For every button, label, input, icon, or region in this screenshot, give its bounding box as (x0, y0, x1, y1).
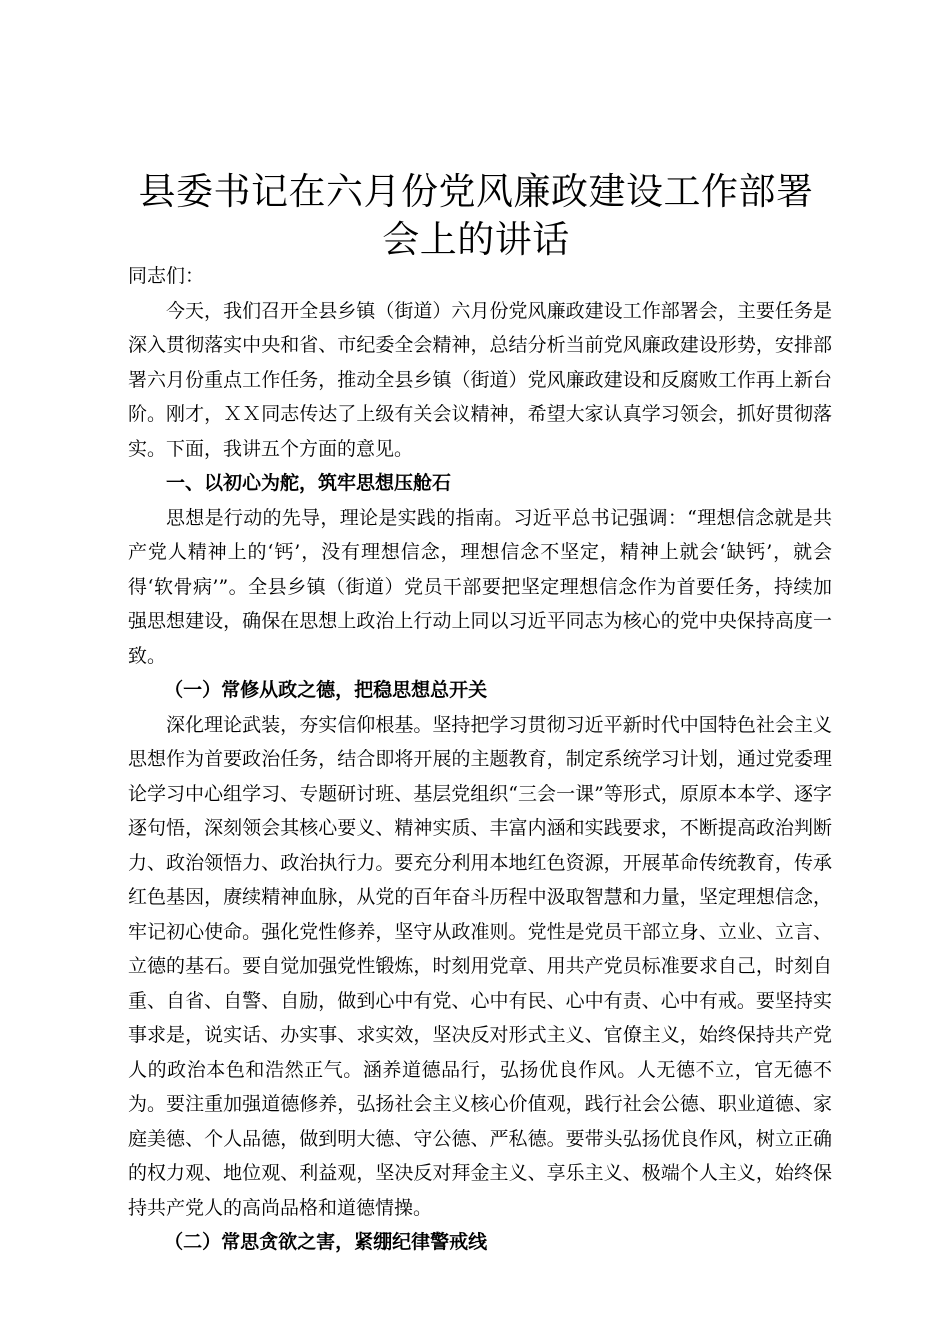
section-paragraph-1: 思想是行动的先导，理论是实践的指南。习近平总书记强调：“理想信念就是共产党人精神上的‘钙’，没有理想信念，理想信念不坚定，精神上就会‘缺钙’，就会得‘软骨病’”。全县乡镇（街道）党员干部要把坚定理想信念作为首要任务，持续加强思想建设，确保在思想上政治上行动上同以习近平同志为核心的党中央保持高度一致。 (128, 506, 832, 667)
subsection-heading-1: （一）常修从政之德，把稳思想总开关 (164, 679, 488, 701)
intro-paragraph: 今天，我们召开全县乡镇（街道）六月份党风廉政建设工作部署会，主要任务是深入贯彻落实中央和省、市纪委全会精神，总结分析当前党风廉政建设形势，安排部署六月份重点工作任务，推动全县乡镇（街道）党风廉政建设和反腐败工作再上新台阶。刚才，ＸＸ同志传达了上级有关会议精神，希望大家认真学习领会，抓好贯彻落实。下面，我讲五个方面的意见。 (128, 299, 832, 460)
document-body (128, 259, 832, 1260)
section-heading-1: 一、以初心为舵，筑牢思想压舱石 (166, 472, 452, 494)
subsection-heading-2: （二）常思贪欲之害，紧绷纪律警戒线 (164, 1231, 488, 1253)
document-title: 县委书记在六月份党风廉政建设工作部署会上的讲话 (138, 170, 814, 261)
subsection-paragraph-1: 深化理论武装，夯实信仰根基。坚持把学习贯彻习近平新时代中国特色社会主义思想作为首要政治任务，结合即将开展的主题教育，制定系统学习计划，通过党委理论学习中心组学习、专题研讨班、基层党组织“三会一课”等形式，原原本本学、逐字逐句悟，深刻领会其核心要义、精神实质、丰富内涵和实践要求，不断提高政治判断力、政治领悟力、政治执行力。要充分利用本地红色资源，开展革命传统教育，传承红色基因，赓续精神血脉，从党的百年奋斗历程中汲取智慧和力量，坚定理想信念，牢记初心使命。强化党性修养，坚守从政准则。党性是党员干部立身、立业、立言、立德的基石。要自觉加强党性锻炼，时刻用党章、用共产党员标准要求自己，时刻自重、自省、自警、自励，做到心中有党、心中有民、心中有责、心中有戒。要坚持实事求是，说实话、办实事、求实效，坚决反对形式主义、官僚主义，始终保持共产党人的政治本色和浩然正气。涵养道德品行，弘扬优良作风。人无德不立，官无德不为。要注重加强道德修养，弘扬社会主义核心价值观，践行社会公德、职业道德、家庭美德、个人品德，做到明大德、守公德、严私德。要带头弘扬优良作风，树立正确的权力观、地位观、利益观，坚决反对拜金主义、享乐主义、极端个人主义，始终保持共产党人的高尚品格和道德情操。 (128, 713, 832, 1219)
salutation: 同志们： (128, 265, 205, 287)
